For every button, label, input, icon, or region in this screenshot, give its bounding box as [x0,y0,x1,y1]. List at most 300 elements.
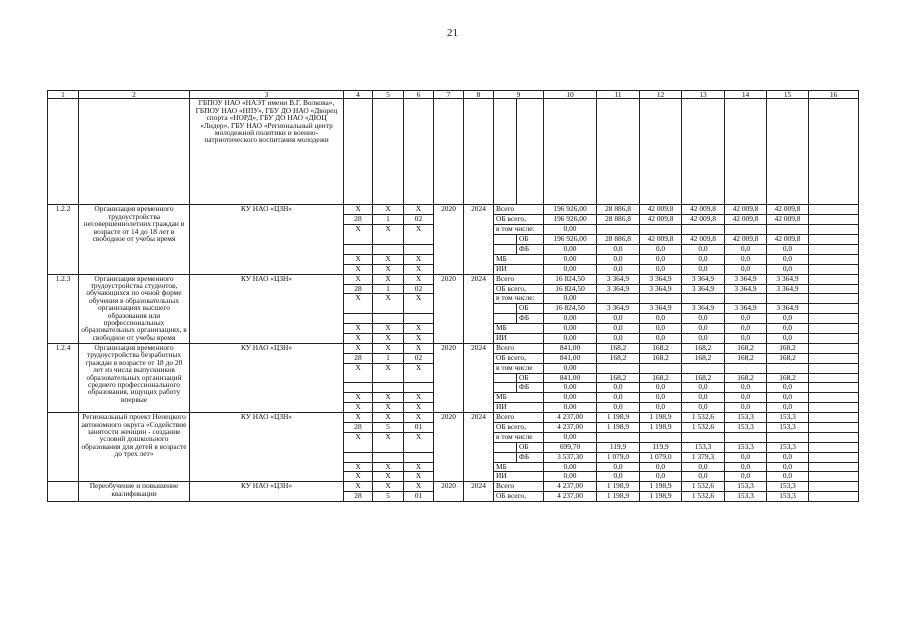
amount-cell: 1 379,3 [682,452,725,462]
item-name: Организация временного трудоустройства безработных граждан в возрасте от 18 до 20 лет из числа выпускников образовательных организаций среднего профессионального образования, ищущих работу впервые [79,343,190,412]
amount-cell: 1 198,9 [640,492,682,502]
page-number: 21 [447,27,458,39]
header-cell: 10 [544,91,597,99]
amount-cell: 841,00 [544,353,597,363]
funding-source: МБ [494,254,544,264]
funding-source: ОБ [517,442,544,452]
code-cell: Х [404,324,434,334]
header-cell: 11 [597,91,640,99]
code-cell: 02 [404,353,434,363]
amount-cell: 0,00 [544,472,597,482]
source-indent [494,244,517,254]
note-cell [809,244,859,254]
amount-cell: 153,3 [725,442,767,452]
item-number: 1.2.2 [48,205,79,274]
note-cell [809,205,859,215]
code-cell [404,383,434,393]
item-name: Организация временного трудоустройства студентов, обучающихся по очной форме обучения в образовательных организациях высшего образования или профессиональных образовательных организациях, в свободное от учебы время [79,274,190,343]
amount-cell: 42 009,8 [640,235,682,245]
amount-cell: 0,0 [767,314,809,324]
item-name: Организация временного трудоустройства несовершеннолетних граждан в возрасте от 14 до 18 лет в свободное от учебы время [79,205,190,274]
amount-cell: 0,0 [767,324,809,334]
note-cell [809,423,859,433]
amount-cell: 42 009,8 [682,215,725,225]
amount-cell: 0,0 [725,314,767,324]
amount-cell: 28 886,8 [597,235,640,245]
table-cell [809,99,859,205]
code-cell [373,383,404,393]
amount-cell [682,294,725,304]
note-cell [809,254,859,264]
amount-cell: 0,00 [544,403,597,413]
amount-cell: 0,0 [767,403,809,413]
amount-cell: 3 364,9 [767,284,809,294]
amount-cell [682,432,725,442]
funding-source: МБ [494,393,544,403]
note-cell [809,482,859,492]
code-cell: Х [344,324,373,334]
code-cell: Х [404,432,434,452]
amount-cell [597,363,640,373]
code-cell: Х [404,205,434,215]
amount-cell: 0,0 [640,333,682,343]
amount-cell: 3 364,9 [725,304,767,314]
table-cell [464,99,494,205]
amount-cell: 196 926,00 [544,235,597,245]
amount-cell: 16 824,50 [544,304,597,314]
amount-cell: 0,0 [767,244,809,254]
note-cell [809,324,859,334]
code-cell: Х [404,264,434,274]
code-cell: Х [373,482,404,492]
amount-cell: 1 532,6 [682,492,725,502]
amount-cell: 168,2 [725,353,767,363]
code-cell: Х [373,432,404,452]
amount-cell: 0,0 [682,333,725,343]
amount-cell: 153,3 [767,423,809,433]
code-cell: 01 [404,492,434,502]
start-year: 2020 [434,343,464,412]
code-cell: Х [373,254,404,264]
code-cell: Х [373,205,404,215]
note-cell [809,215,859,225]
amount-cell: 153,3 [725,413,767,423]
note-cell [809,264,859,274]
header-cell: 3 [190,91,344,99]
note-cell [809,472,859,482]
amount-cell: 0,0 [682,472,725,482]
funding-source: ФБ [517,314,544,324]
amount-cell: 0,0 [767,264,809,274]
amount-cell [725,225,767,235]
budget-table [47,90,859,502]
note-cell [809,294,859,304]
table-cell [373,99,404,205]
item-name: Переобучение и повышение квалификации [79,482,190,502]
note-cell [809,403,859,413]
code-cell: Х [344,294,373,314]
amount-cell: 168,2 [597,373,640,383]
amount-cell: 4 237,00 [544,423,597,433]
table-cell [344,99,373,205]
note-cell [809,373,859,383]
source-indent [494,373,517,383]
amount-cell: 0,0 [640,264,682,274]
code-cell: Х [373,462,404,472]
header-cell: 1 [48,91,79,99]
note-cell [809,363,859,373]
source-indent [494,442,517,452]
code-cell: Х [373,294,404,314]
code-cell: Х [344,472,373,482]
note-cell [809,274,859,284]
code-cell [373,244,404,254]
amount-cell: 0,0 [767,393,809,403]
amount-cell: 0,0 [682,393,725,403]
funding-source: ФБ [517,244,544,254]
table-cell [434,99,464,205]
item-number [48,413,79,482]
end-year: 2024 [464,413,494,482]
note-cell [809,413,859,423]
amount-cell: 153,3 [767,482,809,492]
executor: КУ НАО «ЦЗН» [190,274,344,343]
amount-cell: 0,00 [544,462,597,472]
amount-cell: 153,3 [725,482,767,492]
amount-cell: 0,00 [544,432,597,442]
amount-cell: 1 532,6 [682,423,725,433]
source-indent [494,383,517,393]
end-year: 2024 [464,205,494,274]
amount-cell [725,363,767,373]
code-cell: Х [344,462,373,472]
amount-cell: 153,3 [767,413,809,423]
amount-cell [767,294,809,304]
header-cell: 14 [725,91,767,99]
amount-cell: 4 237,00 [544,492,597,502]
amount-cell: 42 009,8 [767,215,809,225]
code-cell: Х [373,363,404,383]
amount-cell: 0,0 [640,254,682,264]
code-cell: 1 [373,353,404,363]
amount-cell: 1 532,6 [682,482,725,492]
amount-cell [597,225,640,235]
amount-cell: 153,3 [767,442,809,452]
code-cell: Х [373,333,404,343]
source-indent [494,235,517,245]
header-cell: 15 [767,91,809,99]
funding-source: ИИ [494,403,544,413]
code-cell: 1 [373,284,404,294]
code-cell: 5 [373,423,404,433]
code-cell: 02 [404,284,434,294]
amount-cell: 42 009,8 [725,215,767,225]
amount-cell: 196 926,00 [544,205,597,215]
amount-cell: 168,2 [767,353,809,363]
source-indent [494,304,517,314]
amount-cell: 0,0 [640,324,682,334]
amount-cell: 0,0 [725,264,767,274]
amount-cell: 168,2 [682,353,725,363]
table-cell [544,99,597,205]
amount-cell: 1 198,9 [640,413,682,423]
amount-cell: 0,0 [682,324,725,334]
code-cell: Х [344,403,373,413]
note-cell [809,235,859,245]
funding-source: Всего [494,274,544,284]
note-cell [809,442,859,452]
amount-cell: 0,0 [597,314,640,324]
code-cell: Х [404,393,434,403]
table-cell [597,99,640,205]
code-cell: Х [344,225,373,245]
amount-cell: 3 364,9 [640,274,682,284]
amount-cell: 0,0 [767,333,809,343]
amount-cell: 3 364,9 [682,304,725,314]
amount-cell: 119,9 [640,442,682,452]
amount-cell: 0,0 [725,472,767,482]
start-year: 2020 [434,205,464,274]
note-cell [809,284,859,294]
table-cell [48,99,79,205]
amount-cell: 1 198,9 [597,423,640,433]
amount-cell: 0,0 [725,333,767,343]
code-cell: Х [404,294,434,314]
header-cell: 12 [640,91,682,99]
amount-cell: 168,2 [597,353,640,363]
amount-cell: 4 237,00 [544,482,597,492]
amount-cell: 0,0 [597,393,640,403]
code-cell: 28 [344,215,373,225]
amount-cell: 0,0 [597,324,640,334]
table-cell [640,99,682,205]
executor-list: ГБПОУ НАО «НАЭТ имени В.Г. Волкова», ГБПОУ НАО «НПУ», ГБУ ДО НАО «Дворец спорта «НОРД», ГБУ ДО НАО «ДЮЦ «Лидер», ГБУ НАО «Региональный центр молодежной политики и военно-патриотического воспитания молодежи [190,99,344,205]
executor: КУ НАО «ЦЗН» [190,343,344,412]
note-cell [809,353,859,363]
amount-cell: 42 009,8 [640,205,682,215]
funding-source: Всего [494,343,544,353]
amount-cell: 0,0 [725,393,767,403]
amount-cell: 153,3 [725,492,767,502]
code-cell: Х [344,413,373,423]
amount-cell: 0,0 [725,324,767,334]
amount-cell: 0,00 [544,294,597,304]
amount-cell [640,363,682,373]
code-cell [373,314,404,324]
amount-cell: 1 079,0 [597,452,640,462]
amount-cell: 1 198,9 [597,492,640,502]
code-cell: 1 [373,215,404,225]
header-cell: 8 [464,91,494,99]
amount-cell: 0,0 [597,264,640,274]
amount-cell [767,432,809,442]
amount-cell: 42 009,8 [767,205,809,215]
amount-cell: 0,00 [544,363,597,373]
amount-cell: 0,0 [682,264,725,274]
amount-cell [725,294,767,304]
amount-cell: 3 364,9 [682,284,725,294]
amount-cell: 42 009,8 [682,205,725,215]
code-cell: Х [404,343,434,353]
code-cell: Х [404,274,434,284]
code-cell [344,314,373,324]
amount-cell: 0,0 [725,462,767,472]
amount-cell: 0,0 [597,333,640,343]
amount-cell: 0,0 [597,383,640,393]
funding-source: ФБ [517,452,544,462]
note-cell [809,492,859,502]
amount-cell: 0,0 [725,452,767,462]
amount-cell: 0,00 [544,324,597,334]
item-number: 1.2.4 [48,343,79,412]
code-cell: 28 [344,492,373,502]
amount-cell: 0,0 [640,383,682,393]
amount-cell: 3 537,30 [544,452,597,462]
funding-source: Всего [494,482,544,492]
amount-cell: 16 824,50 [544,284,597,294]
header-cell: 7 [434,91,464,99]
amount-cell: 42 009,8 [682,235,725,245]
start-year: 2020 [434,482,464,502]
item-name: Региональный проект Ненецкого автономного округа «Содействие занятости женщин - создание условий дошкольного образования для детей в возрасте до трех лет» [79,413,190,482]
code-cell: Х [344,264,373,274]
item-number [48,482,79,502]
amount-cell: 3 364,9 [597,304,640,314]
amount-cell: 0,00 [544,383,597,393]
table-row [48,343,859,353]
funding-source: ОБ всего, [494,215,544,225]
code-cell [344,244,373,254]
funding-source: Всего [494,205,544,215]
amount-cell: 168,2 [682,343,725,353]
code-cell: Х [404,363,434,383]
amount-cell: 0,00 [544,314,597,324]
code-cell: 28 [344,353,373,363]
funding-source: ОБ всего, [494,492,544,502]
end-year: 2024 [464,274,494,343]
amount-cell: 3 364,9 [597,284,640,294]
amount-cell: 3 364,9 [640,284,682,294]
code-cell: Х [404,225,434,245]
header-cell: 9 [494,91,544,99]
table-cell [682,99,725,205]
funding-source: в том числе [494,432,544,442]
amount-cell: 0,0 [767,383,809,393]
amount-cell: 153,3 [725,423,767,433]
funding-source: МБ [494,462,544,472]
amount-cell: 0,0 [725,244,767,254]
amount-cell: 3 364,9 [682,274,725,284]
amount-cell: 3 364,9 [767,274,809,284]
amount-cell: 3 364,9 [725,284,767,294]
source-indent [494,314,517,324]
code-cell: Х [373,274,404,284]
code-cell: Х [344,393,373,403]
executor: КУ НАО «ЦЗН» [190,205,344,274]
amount-cell [640,225,682,235]
amount-cell: 168,2 [597,343,640,353]
amount-cell: 1 198,9 [640,482,682,492]
table-row [48,274,859,284]
amount-cell: 0,0 [640,462,682,472]
code-cell [404,314,434,324]
code-cell: Х [404,403,434,413]
amount-cell: 168,2 [725,373,767,383]
table-row [48,205,859,215]
amount-cell [640,432,682,442]
code-cell: Х [344,205,373,215]
code-cell: 28 [344,423,373,433]
funding-source: ОБ [517,304,544,314]
funding-source: ОБ всего, [494,284,544,294]
code-cell: Х [344,254,373,264]
amount-cell: 42 009,8 [725,235,767,245]
funding-source: Всего [494,413,544,423]
funding-source: ИИ [494,472,544,482]
amount-cell: 0,0 [682,244,725,254]
table-cell [494,99,517,205]
code-cell: Х [373,264,404,274]
header-cell: 13 [682,91,725,99]
amount-cell: 42 009,8 [640,215,682,225]
executor: КУ НАО «ЦЗН» [190,413,344,482]
amount-cell [640,294,682,304]
note-cell [809,225,859,235]
code-cell: Х [344,482,373,492]
funding-source: в том числе [494,363,544,373]
note-cell [809,393,859,403]
code-cell: Х [373,413,404,423]
header-cell: 4 [344,91,373,99]
start-year: 2020 [434,274,464,343]
note-cell [809,462,859,472]
amount-cell: 0,0 [682,403,725,413]
funding-source: ОБ всего, [494,353,544,363]
code-cell: Х [404,333,434,343]
note-cell [809,304,859,314]
code-cell: Х [344,363,373,383]
amount-cell: 0,0 [640,472,682,482]
executor: КУ НАО «ЦЗН» [190,482,344,502]
funding-source: ОБ всего, [494,423,544,433]
code-cell: Х [404,472,434,482]
amount-cell: 119,9 [597,442,640,452]
amount-cell: 168,2 [640,373,682,383]
note-cell [809,383,859,393]
amount-cell: 0,00 [544,333,597,343]
amount-cell: 168,2 [767,343,809,353]
code-cell: Х [344,343,373,353]
code-cell: 01 [404,423,434,433]
code-cell: 5 [373,492,404,502]
amount-cell: 0,0 [682,254,725,264]
amount-cell: 0,0 [597,244,640,254]
end-year: 2024 [464,343,494,412]
amount-cell: 0,00 [544,254,597,264]
amount-cell: 0,0 [597,403,640,413]
start-year: 2020 [434,413,464,482]
amount-cell: 3 364,9 [767,304,809,314]
code-cell: Х [404,462,434,472]
amount-cell: 0,0 [725,383,767,393]
header-cell: 5 [373,91,404,99]
code-cell [404,244,434,254]
amount-cell [682,225,725,235]
code-cell: Х [404,254,434,264]
header-cell: 16 [809,91,859,99]
code-cell [344,383,373,393]
amount-cell [597,294,640,304]
